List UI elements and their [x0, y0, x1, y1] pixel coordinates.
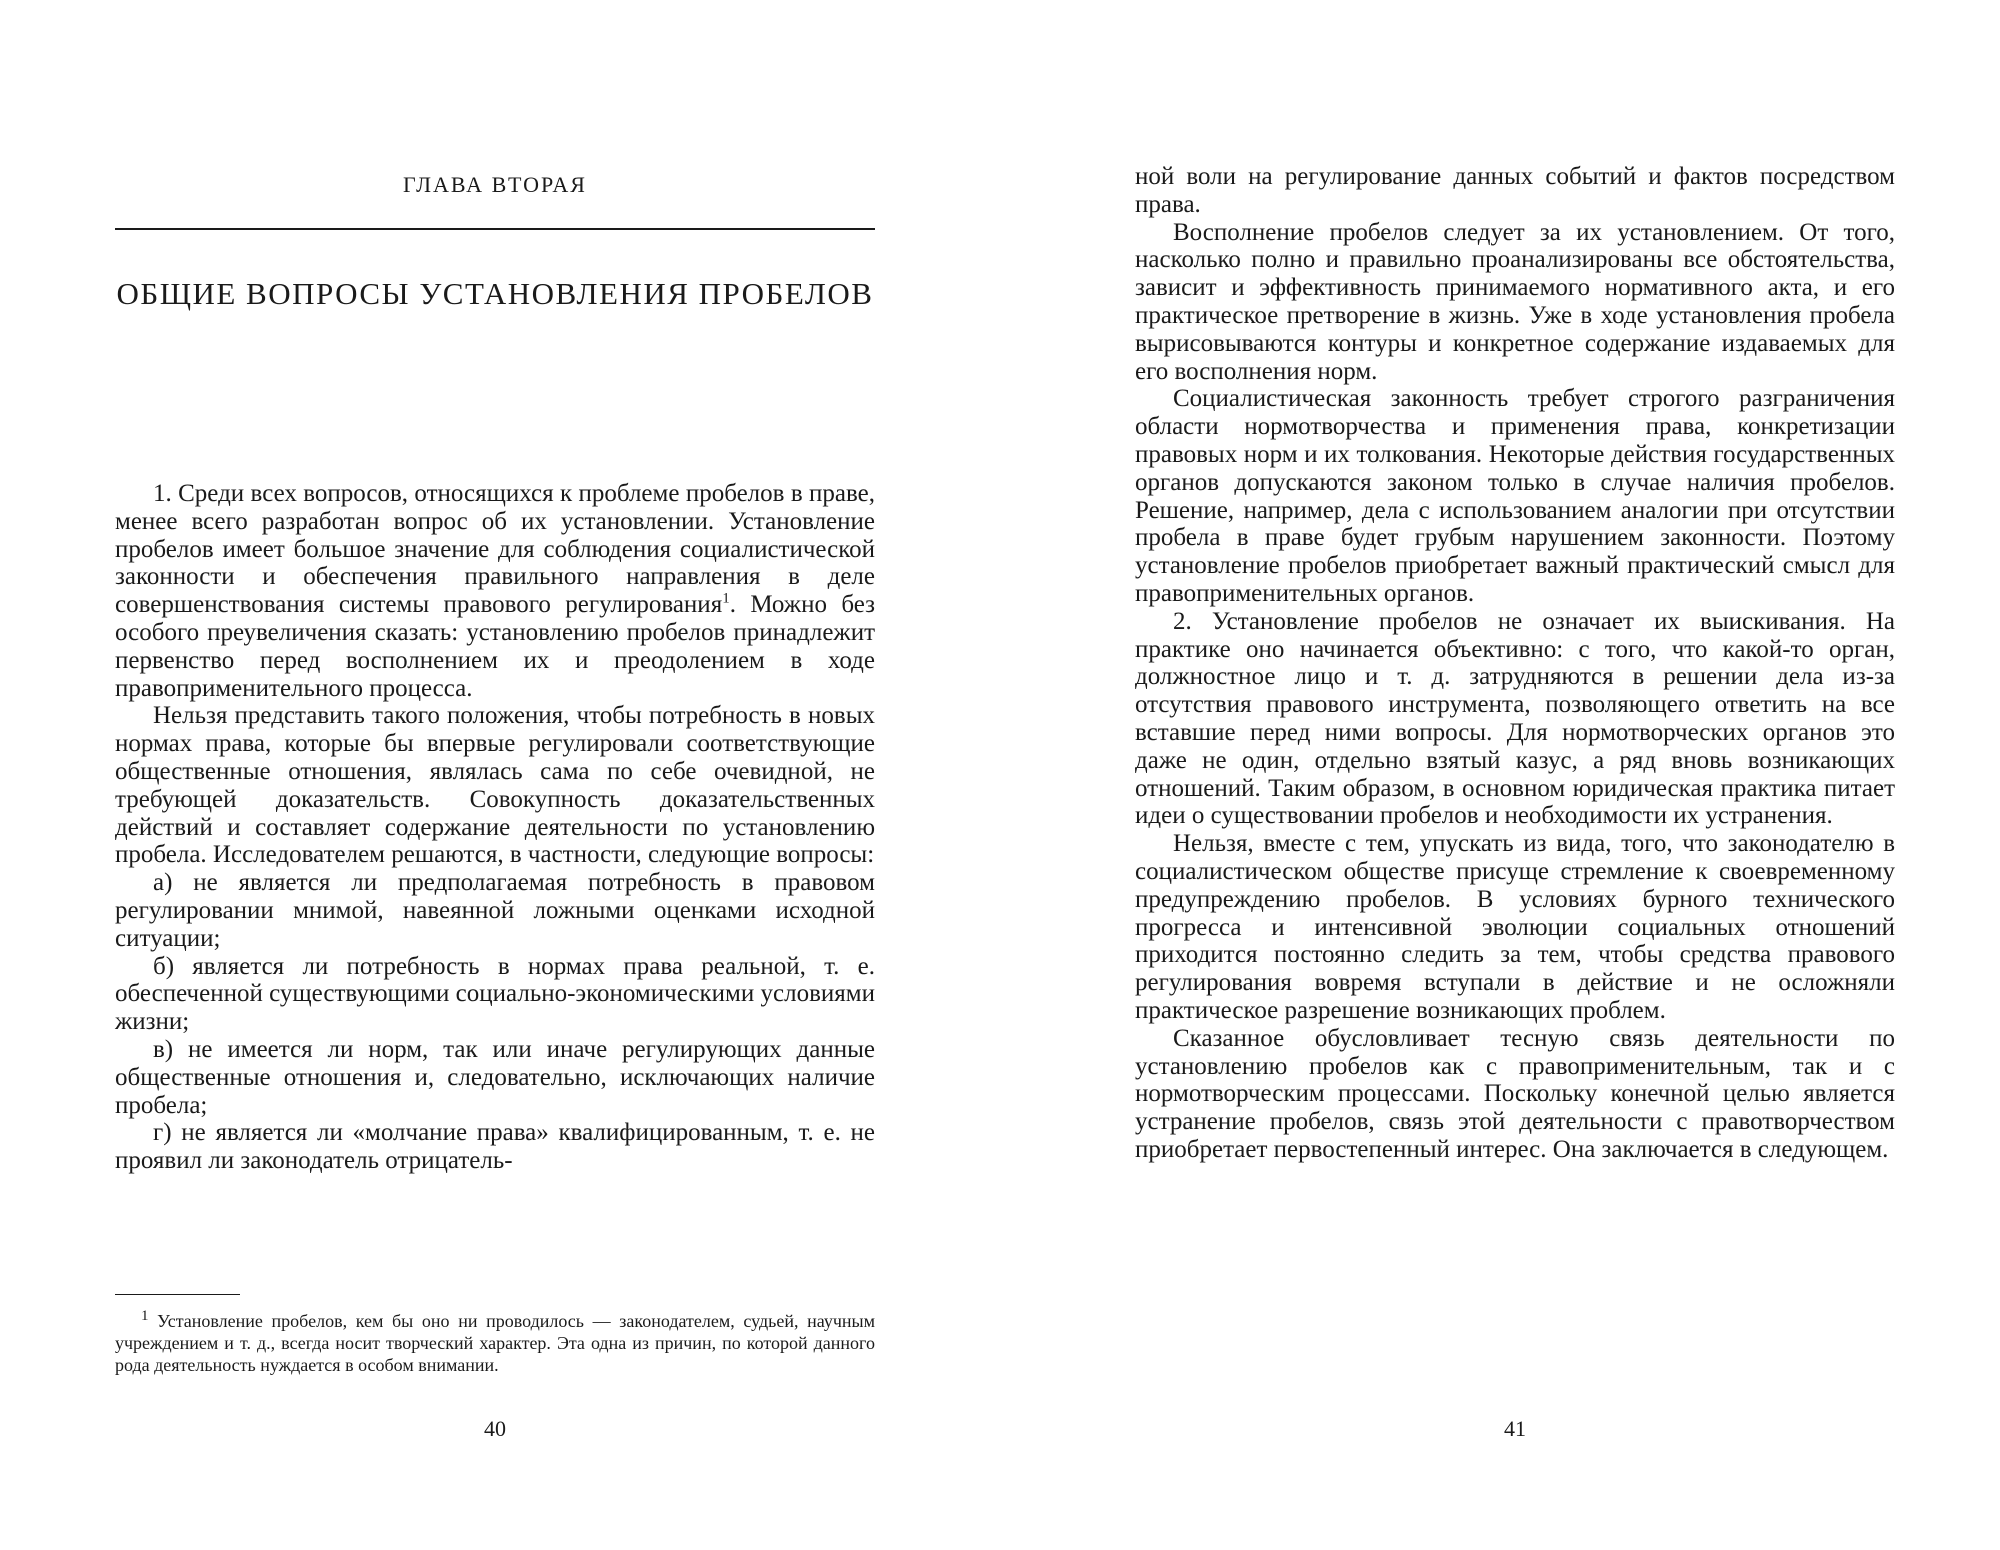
- list-item: б) является ли потребность в нормах права реальной, т. е. обеспеченной существующими социально-экономическими условиями жизни;: [115, 952, 875, 1036]
- page-number-right: 41: [1504, 1416, 1526, 1441]
- list-item: в) не имеется ли норм, так или иначе регулирующих данные общественные отношения и, следовательно, исключающих наличие пробела;: [115, 1035, 875, 1119]
- list-item: а) не является ли предполагаемая потребность в правовом регулировании мнимой, навеянной ложными оценками исходной ситуации;: [115, 869, 875, 952]
- page-number-left: 40: [484, 1416, 506, 1441]
- footnote-rule: [115, 1294, 240, 1295]
- footnote-reference: 1: [722, 590, 730, 607]
- chapter-title: ОБЩИЕ ВОПРОСЫ УСТАНОВЛЕНИЯ ПРОБЕЛОВ: [116, 276, 874, 311]
- paragraph: 1. Среди всех вопросов, относящихся к проблеме пробелов в праве, менее всего разработан вопрос об их установлении. Установление пробелов имеет большое значение для соблюдения социалистической законности и обеспечения правильного направления в деле совершенствования системы правового регулирования$^1$. Можно без особого преувеличения сказать: установлению пробелов принадлежит первенство перед восполнением их и преодолением в ходе правоприменительного процесса.: [115, 480, 876, 702]
- paragraph: Нельзя, вместе с тем, упускать из вида, того, что законодателю в социалистическом обществе присуще стремление к своевременному предупреждению пробелов. В условиях бурного технического прогресса и интенсивной эволюции социальных отношений приходится постоянно следить за тем, чтобы средства правового регулирования вовремя вступали в действие и не осложняли практическое разрешение возникающих проблем.: [1135, 830, 1895, 1024]
- paragraph: Сказанное обусловливает тесную связь деятельности по установлению пробелов как с правоприменительным, так и с нормотворческим процессами. Поскольку конечной целью является устранение пробелов, связь этой деятельности с правотворчеством приобретает первостепенный интерес. Она заключается в следующем.: [1135, 1024, 1895, 1163]
- footnote-text: Установление пробелов, кем бы оно ни проводилось — законодателем, судьей, научным учреждением и т. д., всегда носит творческий характер. Эта одна из причин, по которой данного рода деятельность нуждается в особом внимании.: [115, 1311, 875, 1375]
- paragraph: Социалистическая законность требует строгого разграничения области нормотворчества и применения права, конкретизации правовых норм и их толкования. Некоторые действия государственных органов допускаются законом только в случае наличия пробелов. Решение, например, дела с использованием аналогии при отсутствии пробела в праве будет грубым нарушением законности. Поэтому установление пробелов приобретает важный практический смысл для правоприменительных органов.: [1135, 385, 1895, 607]
- footnote-marker: 1: [141, 1308, 149, 1324]
- chapter-rule: [115, 228, 875, 230]
- paragraph: Нельзя представить такого положения, чтобы потребность в новых нормах права, которые бы впервые регулировали соответствующие общественные отношения, являлась сама по себе очевидной, не требующей доказательств. Совокупность доказательственных действий и составляет содержание деятельности по установлению пробела. Исследователем решаются, в частности, следующие вопросы:: [115, 702, 875, 869]
- left-body-text: [115, 480, 875, 1175]
- footnote: [115, 1310, 875, 1376]
- paragraph: ной воли на регулирование данных событий и фактов посредством права.: [1135, 163, 1895, 218]
- paragraph: 2. Установление пробелов не означает их выискивания. На практике оно начинается объективно: с того, что какой-то орган, должностное лицо и т. д. затрудняются в решении дела из-за отсутствия правового инструмента, позволяющего ответить на все вставшие перед ними вопросы. Для нормотворческих органов это даже не один, отдельно взятый казус, а ряд вновь возникающих отношений. Таким образом, в основном юридическая практика питает идеи о существовании пробелов и необходимости их устранения.: [1135, 607, 1895, 830]
- chapter-label: ГЛАВА ВТОРАЯ: [403, 172, 587, 197]
- list-item: г) не является ли «молчание права» квалифицированным, т. е. не проявил ли законодатель отрицатель-: [115, 1119, 875, 1175]
- paragraph: Восполнение пробелов следует за их установлением. От того, насколько полно и правильно проанализированы все обстоятельства, зависит и эффективность принимаемого нормативного акта, и его практическое претворение в жизнь. Уже в ходе установления пробела вырисовываются контуры и конкретное содержание издаваемых для его восполнения норм.: [1135, 218, 1895, 385]
- right-body-text: [1135, 163, 1895, 1164]
